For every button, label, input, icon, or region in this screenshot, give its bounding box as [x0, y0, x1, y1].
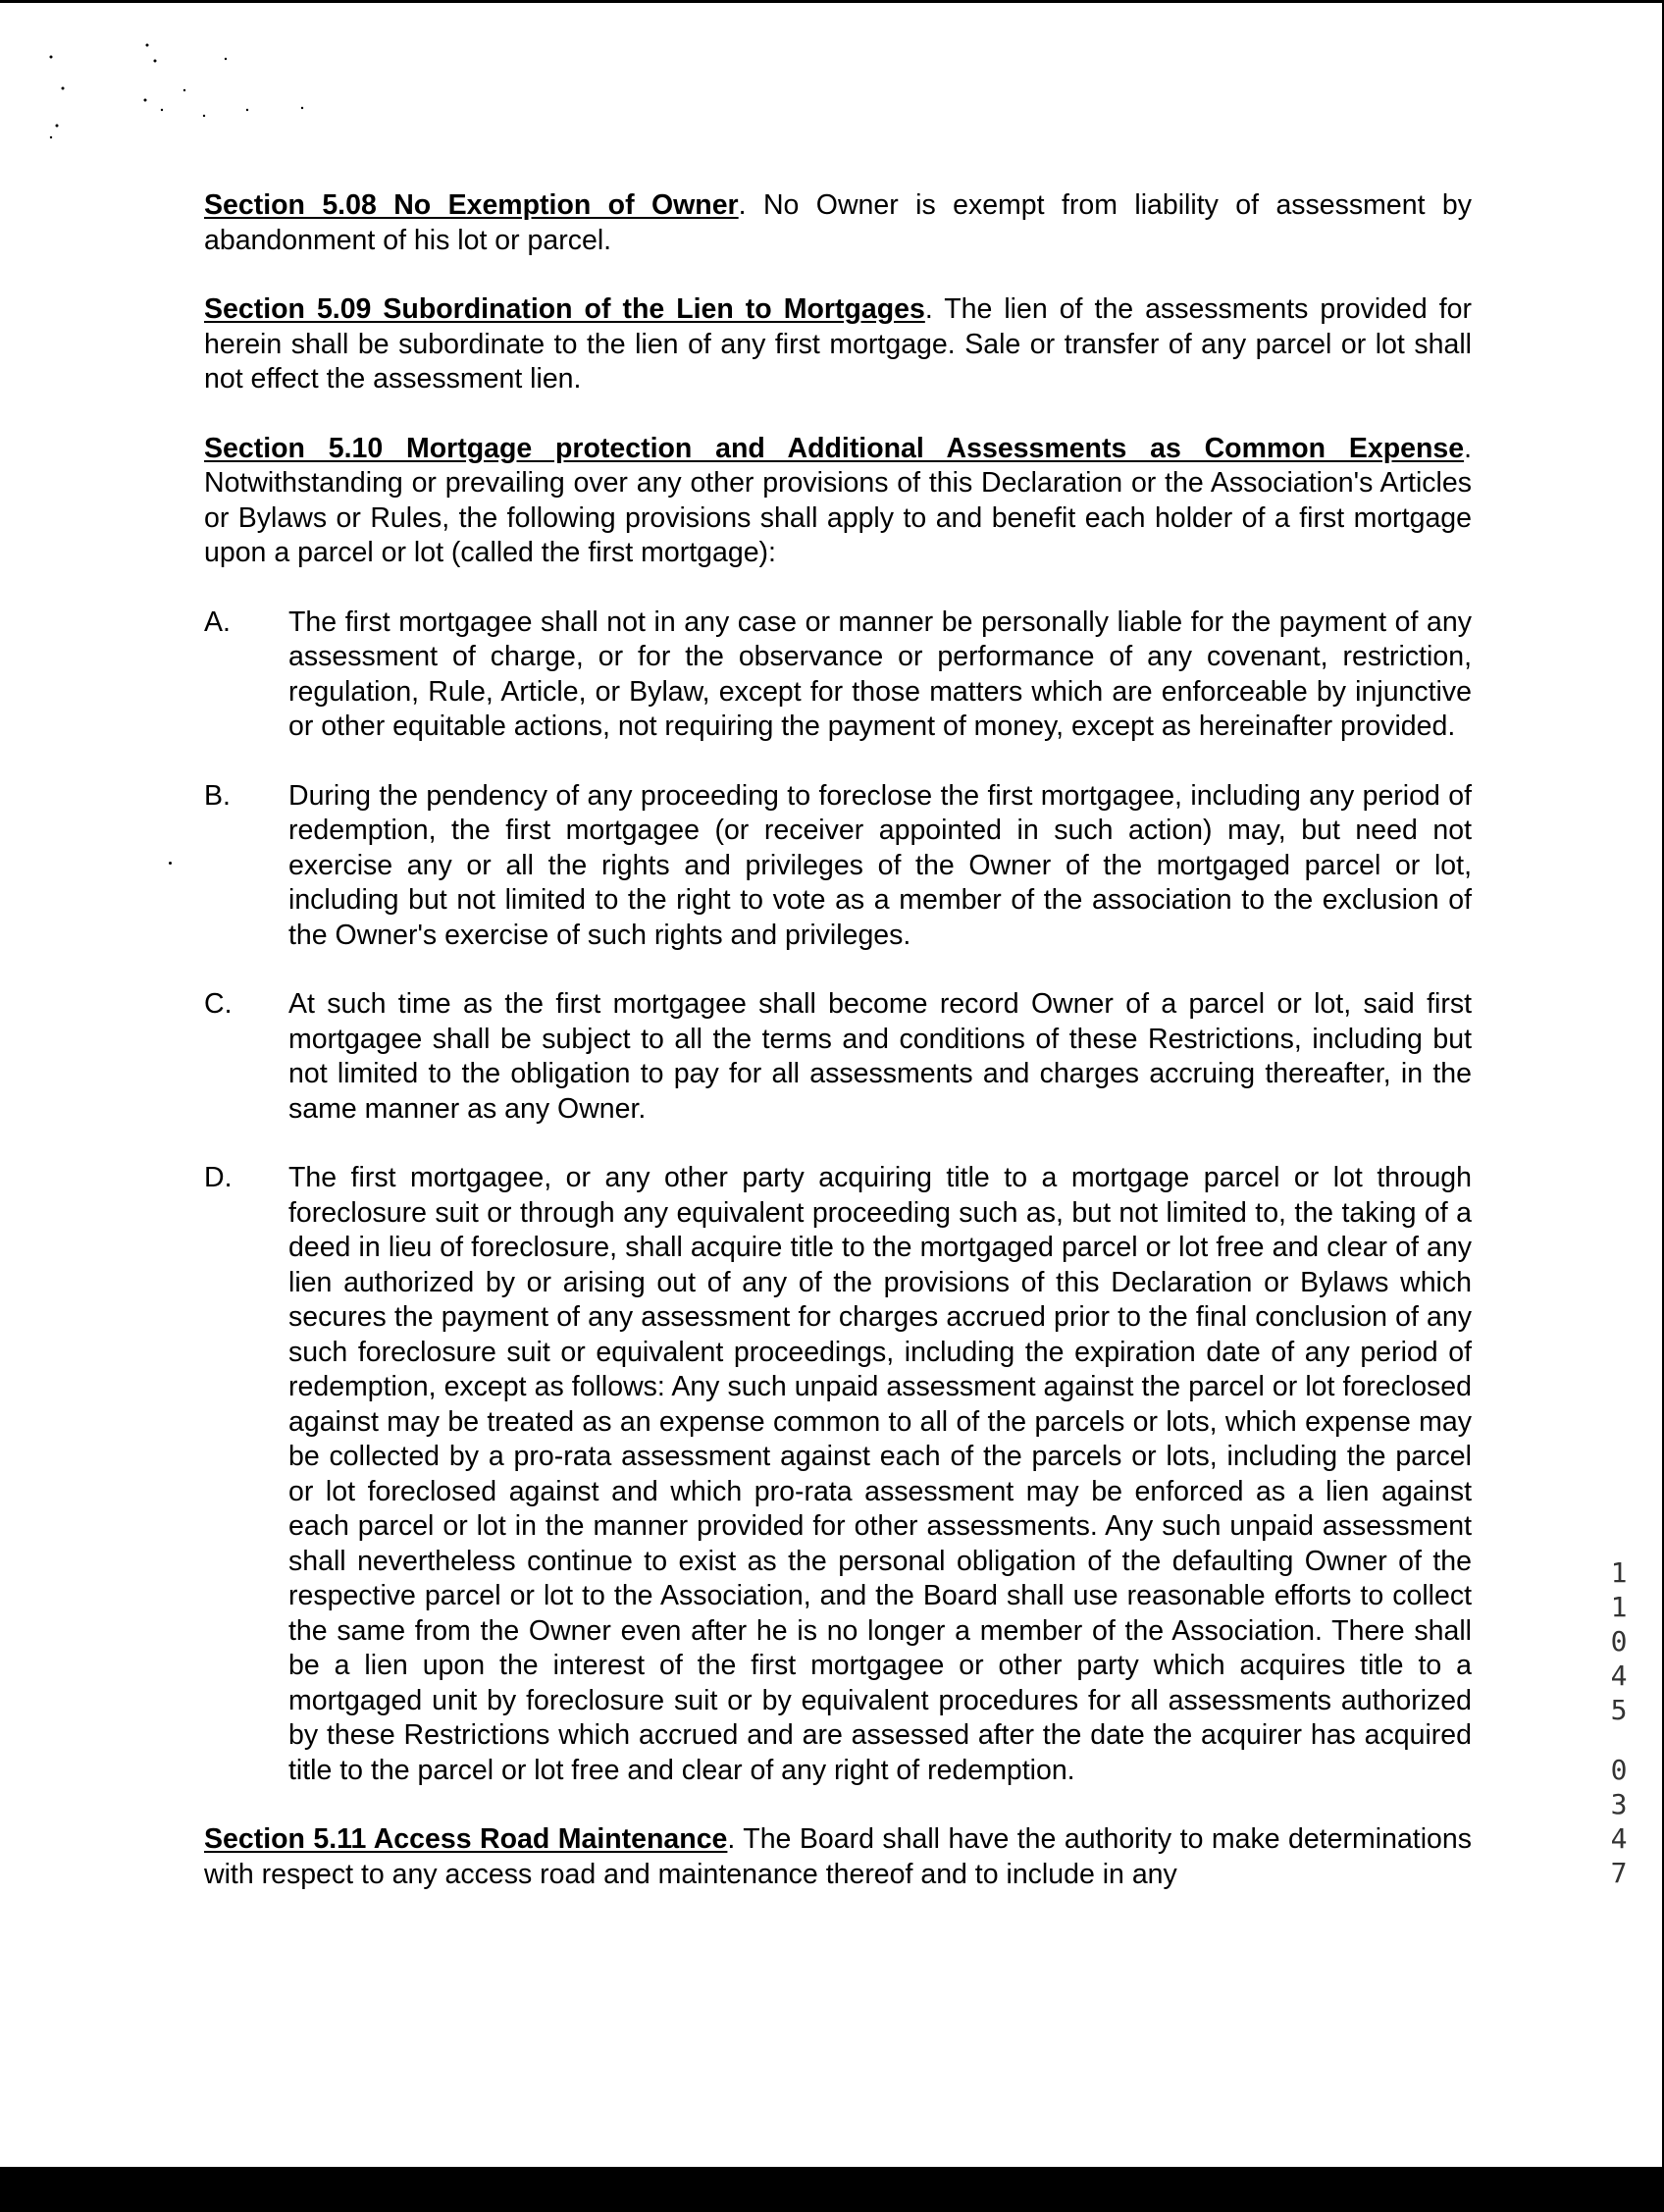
- scan-noise-speck: [169, 862, 172, 865]
- list-item-letter: C.: [204, 988, 233, 1020]
- section-5-10-heading: Section 5.10 Mortgage protection and Additional Assessments as Common Expense: [204, 432, 1465, 464]
- list-item-b: [204, 779, 1472, 954]
- stamp-digit: 1: [1610, 1556, 1628, 1589]
- section-5-09-text: . The lien of the assessments provided for herein shall be subordinate to the lien of any first mortgage. Sale or transfer of any parcel or lot shall not effect the assessment lien.: [204, 293, 1472, 395]
- section-5-11-heading: Section 5.11 Access Road Maintenance: [204, 1823, 728, 1855]
- section-5-09: [204, 292, 1472, 397]
- stamp-digit: 1: [1610, 1591, 1628, 1623]
- scan-bottom-band: [0, 2167, 1664, 2212]
- stamp-digit: 3: [1610, 1788, 1628, 1820]
- margin-document-number-stamp: [1599, 1555, 1638, 1890]
- stamp-gap: [1599, 1727, 1638, 1753]
- list-item-d: [204, 1161, 1472, 1788]
- stamp-digit: 4: [1610, 1659, 1628, 1692]
- list-item-letter: A.: [204, 606, 231, 638]
- list-item-text: The first mortgagee shall not in any case or manner be personally liable for the payment of any assessment of charge, or for the observance or performance of any covenant, restriction, regulation, Rule, Article, or Bylaw, except for those matters which are enforceable by injunctive or other equitable actions, not requiring the payment of money, except as hereinafter provided.: [288, 606, 1472, 742]
- section-5-11: [204, 1822, 1472, 1892]
- section-5-10: [204, 432, 1472, 571]
- stamp-digit: 5: [1610, 1694, 1628, 1726]
- list-item-c: [204, 987, 1472, 1127]
- stamp-digit: 0: [1610, 1625, 1628, 1658]
- stamp-digit: 0: [1610, 1754, 1628, 1786]
- section-5-09-heading: Section 5.09 Subordination of the Lien to Mortgages: [204, 293, 925, 325]
- stamp-digit: 4: [1610, 1822, 1628, 1855]
- scan-top-border: [0, 0, 1664, 3]
- list-item-a: [204, 606, 1472, 745]
- list-item-text: During the pendency of any proceeding to foreclose the first mortgagee, including any period of redemption, the first mortgagee (or receiver appointed in such action) may, but need not exercise any or all the rights and privileges of the Owner of the mortgaged parcel or lot, including but not limited to the right to vote as a member of the association to the exclusion of the Owner's exercise of such rights and privileges.: [288, 779, 1472, 951]
- list-item-letter: B.: [204, 779, 231, 812]
- stamp-digit: 7: [1610, 1857, 1628, 1889]
- section-5-10-text: . Notwithstanding or prevailing over any other provisions of this Declaration or the Association's Articles or Bylaws or Rules, the following provisions shall apply to and benefit each holder of a first mortgage upon a parcel or lot (called the first mortgage):: [204, 432, 1472, 568]
- list-item-text: The first mortgagee, or any other party acquiring title to a mortgage parcel or lot through foreclosure suit or through any equivalent proceeding such as, but not limited to, the taking of a deed in lieu of foreclosure, shall acquire title to the mortgaged parcel or lot free and clear of any lien authorized by or arising out of any of the provisions of this Declaration or Bylaws which secures the payment of any assessment for charges accrued prior to the final conclusion of any such foreclosure suit or equivalent proceedings, including the expiration date of any period of redemption, except as follows: Any such unpaid assessment against the parcel or lot foreclosed against may be treated as an expense common to all of the parcels or lots, which expense may be collected by a pro-rata assessment against each of the parcels or lots, including the parcel or lot foreclosed against and which pro-rata assessment may be enforced as a lien against each parcel or lot in the manner provided for other assessments. Any such unpaid assessment shall nevertheless continue to exist as the personal obligation of the defaulting Owner of the respective parcel or lot to the Association, and the Board shall use reasonable efforts to collect the same from the Owner even after he is no longer a member of the Association. There shall be a lien upon the interest of the first mortgagee or other party which acquires title to a mortgaged unit by foreclosure suit or by equivalent procedures for all assessments authorized by these Restrictions which accrued and are assessed after the date the acquirer has acquired title to the parcel or lot free and clear of any right of redemption.: [288, 1162, 1472, 1786]
- section-5-08-heading: Section 5.08 No Exemption of Owner: [204, 189, 739, 221]
- list-item-letter: D.: [204, 1162, 233, 1193]
- section-5-08-text: . No Owner is exempt from liability of assessment by abandonment of his lot or parcel.: [204, 189, 1472, 256]
- scan-noise-specks: [39, 39, 314, 157]
- list-item-text: At such time as the first mortgagee shall become record Owner of a parcel or lot, said first mortgagee shall be subject to all the terms and conditions of these Restrictions, including but not limited to the obligation to pay for all assessments and charges accruing thereafter, in the same manner as any Owner.: [288, 988, 1472, 1125]
- section-5-08: [204, 188, 1472, 258]
- section-5-11-text: . The Board shall have the authority to make determinations with respect to any access road and maintenance thereof and to include in any: [204, 1823, 1472, 1890]
- document-page: [204, 188, 1472, 1892]
